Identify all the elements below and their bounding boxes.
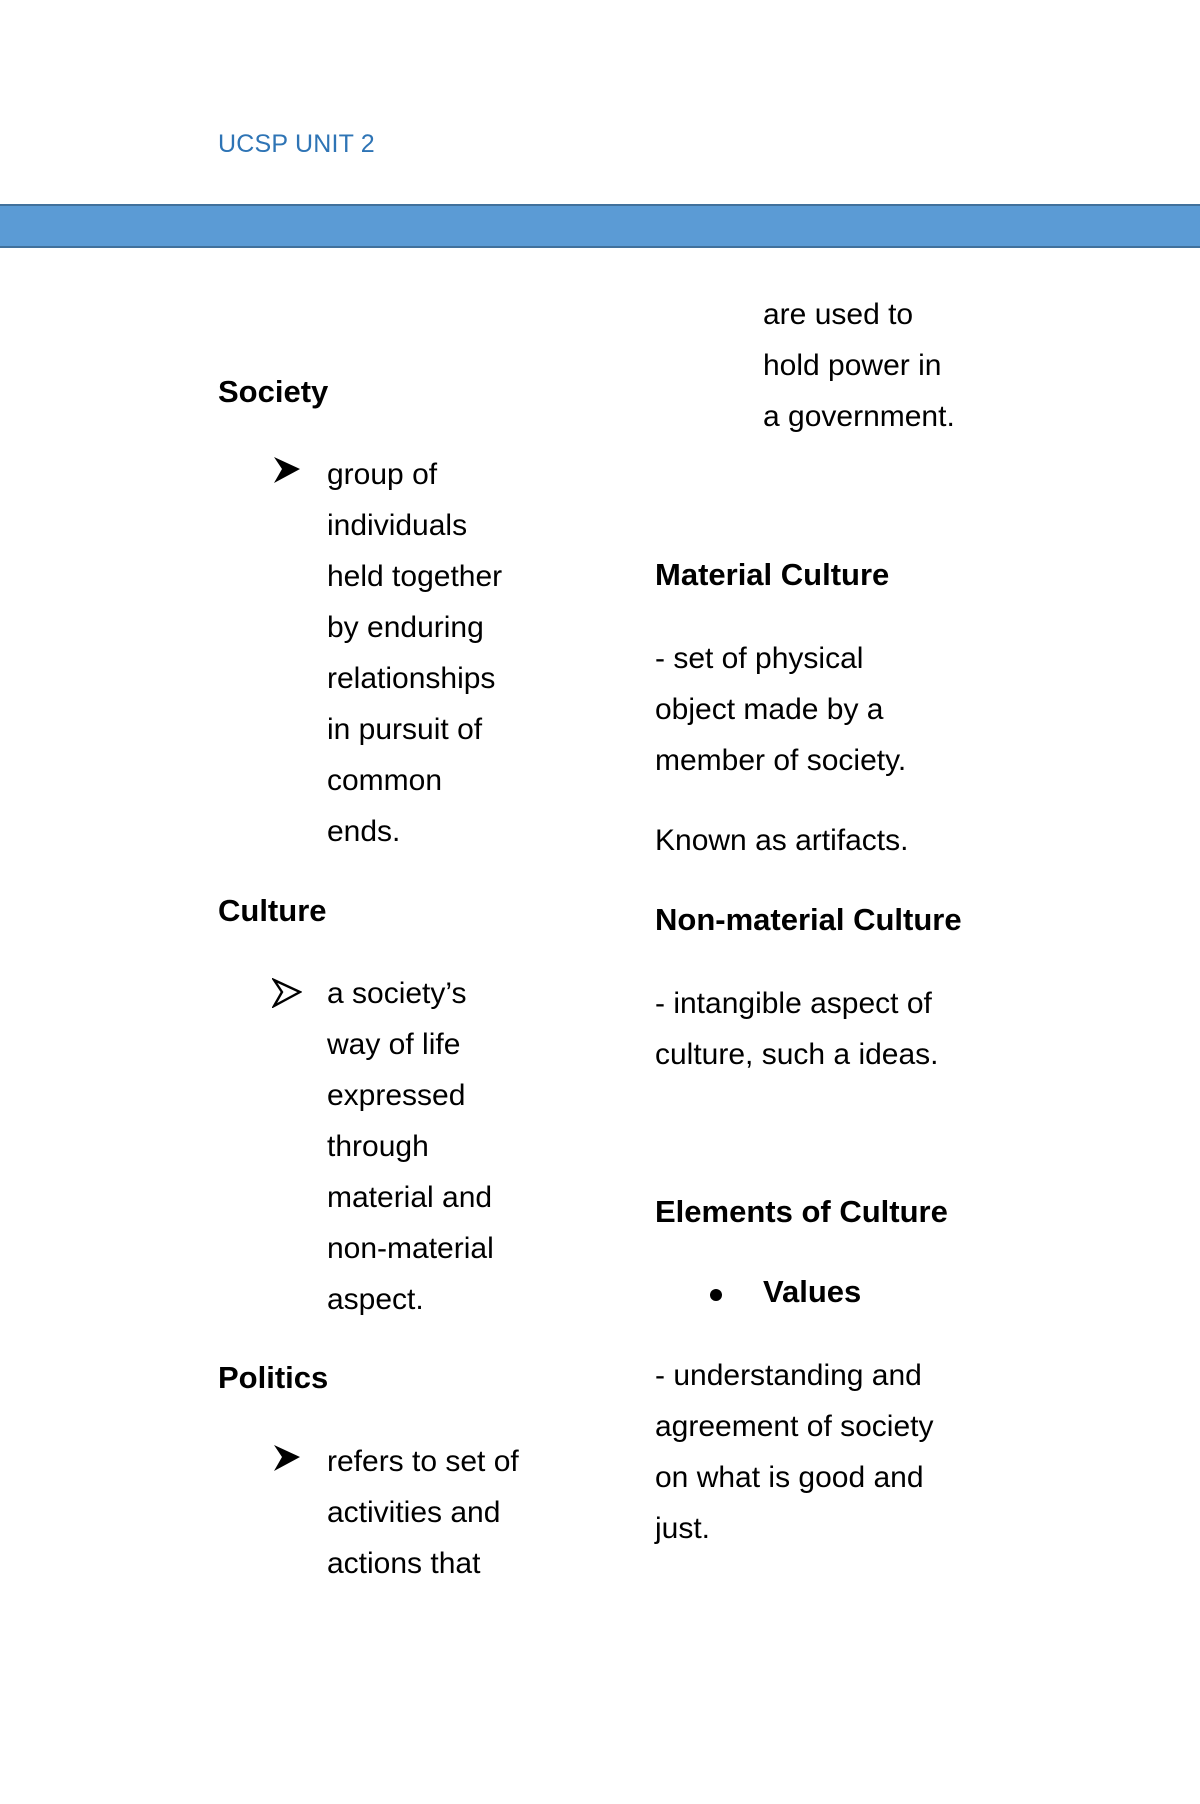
document-header-title: UCSP UNIT 2 [218,130,375,158]
material-culture-definition: - set of physical object made by a member of society. [655,642,907,777]
politics-definition-continued: are used to hold power in a government. [763,298,955,433]
arrowhead-outline-bullet-icon [272,978,302,1008]
politics-definition: refers to set of activities and actions that [327,1445,519,1580]
non-material-culture-definition: - intangible aspect of culture, such a ideas. [655,987,939,1071]
culture-definition: a society’s way of life expressed through material and non-material aspect. [327,977,494,1316]
bullet-dot-icon [710,1289,722,1301]
society-definition: group of individuals held together by enduring relationships in pursuit of common ends. [327,458,503,848]
material-culture-note: Known as artifacts. [655,824,909,857]
politics-heading: Politics [218,1360,329,1395]
material-culture-heading: Material Culture [655,557,890,592]
values-definition: - understanding and agreement of society on what is good and just. [655,1359,934,1545]
society-heading: Society [218,374,329,409]
arrowhead-bullet-icon [272,455,302,485]
elements-of-culture-heading: Elements of Culture [655,1194,948,1229]
non-material-culture-heading: Non-material Culture [655,902,962,937]
arrowhead-bullet-icon [272,1443,302,1473]
culture-heading: Culture [218,893,327,928]
values-label: Values [763,1274,862,1309]
header-accent-bar [0,204,1200,248]
